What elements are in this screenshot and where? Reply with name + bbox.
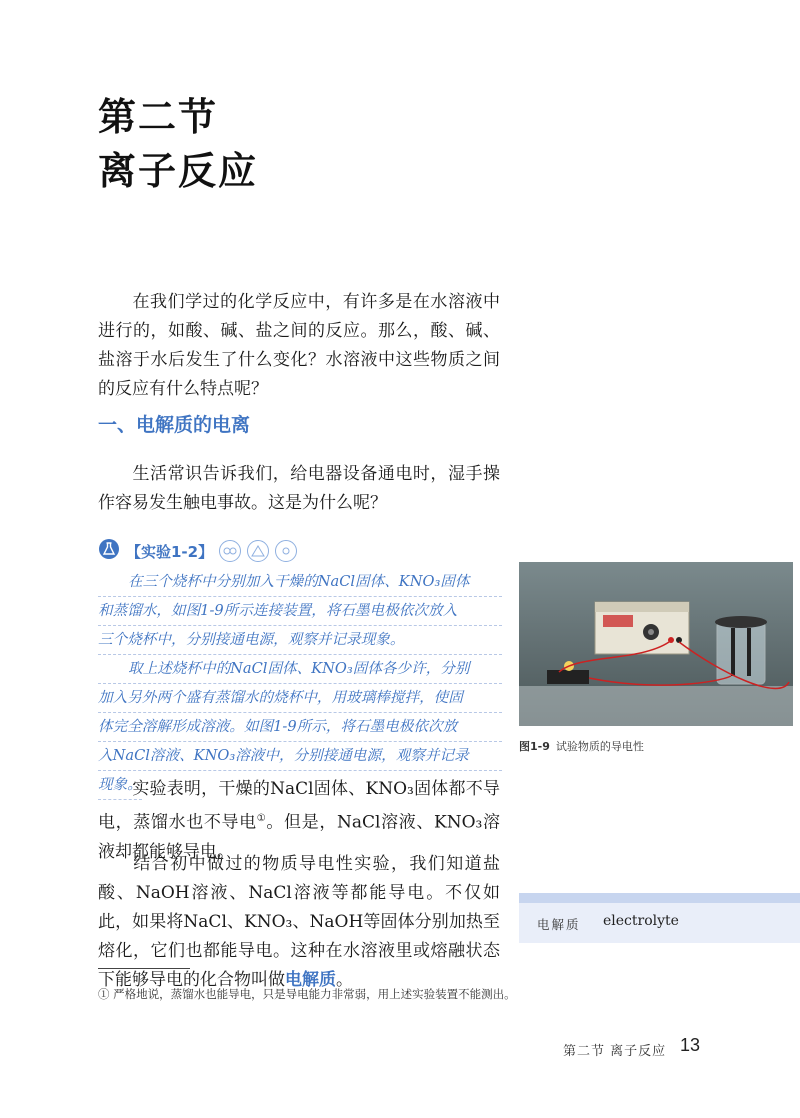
page-number: 13 bbox=[680, 1035, 701, 1055]
footnote: ① 严格地说，蒸馏水也能导电，只是导电能力非常弱，用上述实验装置不能测出。 bbox=[98, 987, 516, 1001]
intro-paragraph bbox=[98, 288, 500, 404]
result-text-continued: 。但是，NaCl溶液、KNO₃溶液却都能够导电。 bbox=[98, 812, 500, 862]
experiment-line: 现象。 bbox=[98, 771, 142, 800]
experiment-header bbox=[98, 538, 502, 564]
life-text: 生活常识告诉我们，给电器设备通电时，湿手操作容易发生触电事故。这是为什么呢？ bbox=[98, 464, 500, 513]
experiment-line: 加入另外两个盛有蒸馏水的烧杯中，用玻璃棒搅拌，使固 bbox=[98, 684, 502, 713]
electric-hazard-icon bbox=[247, 540, 269, 562]
section-heading: 一、电解质的电离 bbox=[98, 414, 251, 436]
goggles-icon bbox=[219, 540, 241, 562]
experiment-line: 在三个烧杯中分别加入干燥的NaCl固体、KNO₃固体 bbox=[98, 568, 502, 597]
experiment-line: 入NaCl溶液、KNO₃溶液中，分别接通电源，观察并记录 bbox=[98, 742, 502, 771]
flask-icon bbox=[98, 538, 120, 564]
experiment-line: 和蒸馏水，如图1-9所示连接装置，将石墨电极依次放入 bbox=[98, 597, 502, 626]
figure-caption bbox=[519, 738, 644, 754]
conclusion-end: 。 bbox=[336, 970, 353, 990]
footnote-divider bbox=[98, 968, 190, 969]
running-head: 第二节 离子反应 bbox=[563, 1044, 667, 1059]
glossary-english: electrolyte bbox=[603, 913, 679, 929]
life-paragraph bbox=[98, 460, 500, 518]
wash-hands-icon bbox=[275, 540, 297, 562]
conductivity-apparatus-photo bbox=[519, 562, 793, 726]
footnote-mark: ① bbox=[256, 813, 267, 824]
experiment-steps bbox=[98, 568, 502, 804]
experiment-line: 取上述烧杯中的NaCl固体、KNO₃固体各少许，分别 bbox=[98, 655, 502, 684]
result-text: 实验表明，干燥的NaCl固体、KNO₃固体都不导电，蒸馏水也不导电 bbox=[98, 779, 500, 833]
glossary-chinese: 电解质 bbox=[537, 917, 581, 932]
glossary-box bbox=[519, 893, 800, 943]
electrolyte-term: 电解质 bbox=[285, 970, 336, 990]
experiment-title: 【实验1-2】 bbox=[126, 542, 214, 561]
conclusion-text: 结合初中做过的物质导电性实验，我们知道盐酸、NaOH溶液、NaCl溶液等都能导电。不仅如此，如果将NaCl、KNO₃、NaOH等固体分别加热至熔化，它们也都能导电。这种在水溶液里或熔融状态下能够导电的化合物叫做 bbox=[98, 854, 500, 990]
experiment-box bbox=[98, 538, 502, 804]
experiment-line: 三个烧杯中，分别接通电源，观察并记录现象。 bbox=[98, 626, 502, 655]
section-number-title: 第二节 bbox=[98, 95, 219, 139]
intro-text: 在我们学过的化学反应中，有许多是在水溶液中进行的，如酸、碱、盐之间的反应。那么，酸、碱、盐溶于水后发生了什么变化？水溶液中这些物质之间的反应有什么特点呢？ bbox=[98, 292, 500, 399]
section-main-title: 离子反应 bbox=[98, 149, 259, 193]
experiment-line: 体完全溶解形成溶液。如图1-9所示，将石墨电极依次放 bbox=[98, 713, 502, 742]
figure-caption-text: 试验物质的导电性 bbox=[555, 740, 644, 753]
conclusion-paragraph bbox=[98, 850, 500, 995]
figure-label: 图1-9 bbox=[519, 740, 550, 753]
